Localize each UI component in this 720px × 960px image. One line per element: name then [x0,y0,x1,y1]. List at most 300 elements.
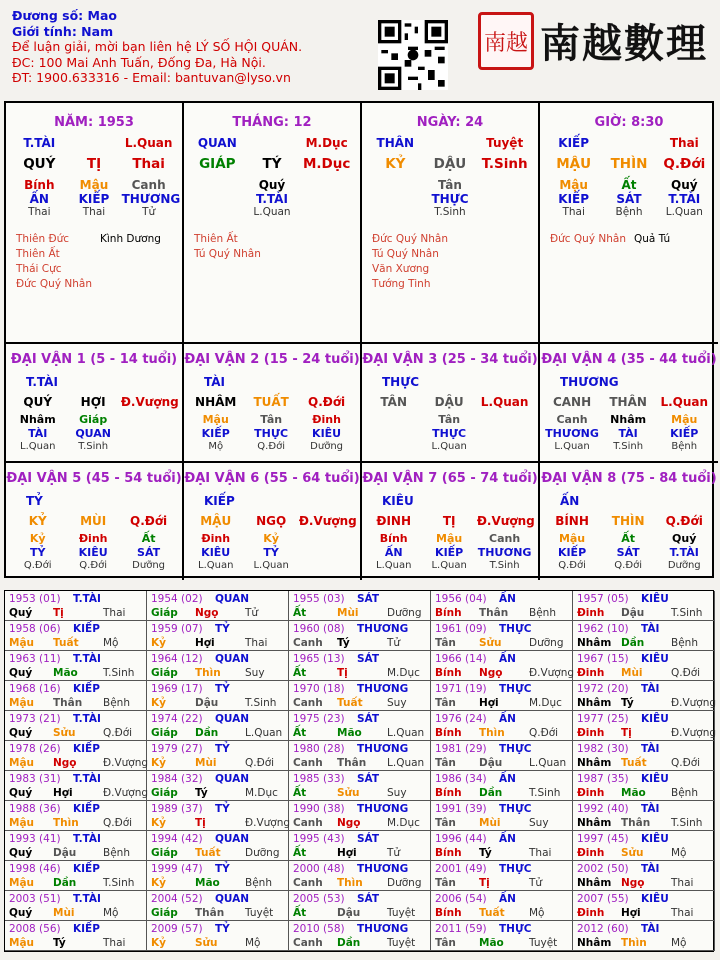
heavenly-stem: CANH [552,395,592,409]
year-stem: Nhâm [577,937,612,949]
year-god: KIÊU [641,593,669,605]
hidden-stem: Kỷ [29,532,46,545]
year-god: KIÊU [641,833,669,845]
year-branch: Dần [621,637,645,649]
year-stage: Suy [529,817,549,829]
year-label: 1979 (27) [151,743,203,755]
star-label: Đức Quý Nhân [550,233,626,245]
year-cell [431,801,573,831]
hidden-stem: Tân [438,413,461,426]
year-cell [573,621,715,651]
year-cell [573,591,715,621]
life-stage: Q.Đới [79,560,107,571]
year-label: 1955 (03) [293,593,345,605]
year-stem: Giáp [151,787,178,799]
year-stage: Thai [103,937,126,949]
life-stage: Đ.Vượng [120,395,179,409]
year-god: KIẾP [73,863,100,875]
year-stage: Tuyệt [245,907,274,919]
year-branch: Tý [621,697,634,709]
year-stem: Kỷ [151,697,166,709]
year-branch: Hợi [53,787,73,799]
dai-van-8 [540,461,718,580]
year-stem: Bính [435,667,462,679]
year-god: THƯƠNG [357,683,409,695]
year-god: SÁT [357,773,380,785]
year-stage: M.Dục [387,817,420,829]
stars-good [372,232,448,292]
life-stage: T.Sinh [78,441,109,452]
year-branch: Thân [53,697,83,709]
hidden-god: SÁT [616,546,640,559]
hidden-stem: Kỷ [263,532,279,545]
year-cell [5,891,147,921]
year-branch: Ngọ [53,757,77,769]
life-stage: Q.Đới [665,514,703,528]
year-label: 1972 (20) [577,683,629,695]
hidden-god: THƯƠNG [477,546,532,559]
star-label: Đức Quý Nhân [372,233,448,245]
dai-van-1 [6,342,184,461]
year-label: 1986 (34) [435,773,487,785]
year-branch: Mão [195,877,220,889]
hidden-god [190,192,244,206]
year-god: KIÊU [641,653,669,665]
year-stage: Q.Đới [245,757,275,769]
year-branch: Thìn [53,817,79,829]
stars-good [194,232,261,262]
year-cell [5,771,147,801]
dai-van-hidden [6,532,182,546]
year-branch: Tuất [479,907,505,919]
year-stage: Q.Đới [103,727,133,739]
year-stem: Ất [293,907,307,919]
year-label: 1987 (35) [577,773,629,785]
pillar-title: NĂM: 1953 [54,115,134,130]
year-label: 1984 (32) [151,773,203,785]
year-branch: Thân [337,757,367,769]
year-branch: Dần [337,937,361,949]
life-stage [299,560,354,571]
hidden-god: SÁT [137,546,161,559]
pillar-hidden-stage [362,206,538,218]
earthly-branch: HỢI [80,395,106,409]
year-label: 2011 (59) [435,923,487,935]
year-stage: Q.Đới [529,727,559,739]
year-label: 2006 (54) [435,893,487,905]
year-stage: Dưỡng [387,607,422,619]
stars-bad [634,232,670,247]
life-stage: T.Sinh [489,560,520,571]
year-stem: Bính [435,607,462,619]
hidden-stem: Mậu [558,532,586,545]
life-stage: L.Quan [376,560,412,571]
year-stage: T.Sinh [103,667,135,679]
year-branch: Thân [621,817,651,829]
earthly-branch: TỊ [442,514,456,528]
year-branch: Sửu [621,847,644,859]
year-stage: Dưỡng [529,637,564,649]
year-stem: Tân [435,877,456,889]
year-branch: Mão [479,937,504,949]
star-label: Đức Quý Nhân [16,278,92,290]
year-stage: Đ.Vượng [671,697,717,709]
hidden-stage: Tử [142,206,156,218]
year-label: 1965 (13) [293,653,345,665]
hidden-god [368,192,422,206]
life-stage: L.Quan [554,441,590,452]
year-cell [5,621,147,651]
dai-van-2 [184,342,362,461]
chart-panel [4,101,717,578]
year-branch: Tị [53,607,64,619]
dai-van-hidden-god [184,546,360,560]
dai-van-title: ĐẠI VẬN 6 (55 - 64 tuổi) [184,471,360,486]
phone-email: ĐT: 1900.633316 - Email: bantuvan@lyso.vn [12,70,291,85]
year-cell [147,771,289,801]
year-branch: Dậu [337,907,361,919]
year-branch: Dậu [621,607,645,619]
year-cell [431,891,573,921]
dai-van-stage [540,560,718,571]
year-god: ẤN [499,593,516,605]
pillar-title: GIỜ: 8:30 [594,115,664,130]
year-label: 2000 (48) [293,863,345,875]
year-cell [431,651,573,681]
dai-van-hidden-god [6,546,182,560]
year-stem: Mậu [9,817,35,829]
earthly-branch: MÙI [80,514,107,528]
life-stage [366,441,421,452]
dai-van-6 [184,461,362,580]
year-label: 1993 (41) [9,833,61,845]
year-god: THƯƠNG [357,623,409,635]
year-stem: Đinh [577,607,605,619]
hidden-stem: Quý [671,178,698,192]
year-stage: Thai [103,607,126,619]
year-god: THỰC [499,803,532,815]
life-stage: Q.Đới [257,441,285,452]
star-label: Tú Quý Nhân [372,248,439,260]
dai-van-main [362,514,538,528]
year-stage: Thai [671,907,694,919]
life-stage: Dưỡng [310,441,344,452]
year-branch: Thìn [337,877,363,889]
year-god: THƯƠNG [357,743,409,755]
pillar-main [362,156,538,172]
year-god: TỶ [215,743,230,755]
year-stage: Mộ [245,937,261,949]
heavenly-stem: BÍNH [555,514,589,528]
year-cell [573,831,715,861]
year-branch: Mùi [621,667,643,679]
year-label: 1992 (40) [577,803,629,815]
year-branch: Thìn [621,937,647,949]
dai-van-main [362,395,538,409]
year-branch: Mùi [195,757,217,769]
year-stage: Tử [529,877,543,889]
year-stage: Đ.Vượng [245,817,291,829]
hidden-stem: Nhâm [19,413,56,426]
dai-van-main [6,395,182,409]
year-cell [147,741,289,771]
life-stage: Q.Đới [23,560,52,571]
year-cell [147,891,289,921]
year-label: 2004 (52) [151,893,203,905]
year-branch: Thân [479,607,509,619]
year-god: ẤN [499,893,516,905]
dai-van-can-god: TỶ [26,494,43,508]
year-god: ẤN [499,773,516,785]
dai-van-hidden-god [362,546,538,560]
pillar-hidden-god [6,192,182,206]
life-stage: Q.Đới [130,514,168,528]
year-god: TÀI [641,623,660,635]
year-god: SÁT [357,593,380,605]
address: ĐC: 100 Mai Anh Tuấn, Đống Đa, Hà Nội. [12,54,266,70]
year-god: QUAN [215,653,250,665]
year-branch: Hợi [195,637,215,649]
year-stem: Canh [293,817,323,829]
hidden-stem: Tân [260,413,283,426]
hidden-stem: Đinh [201,532,231,545]
dai-van-title: ĐẠI VẬN 3 (25 - 34 tuổi) [362,352,538,367]
hidden-god: KIÊU [201,546,231,559]
hidden-god [478,192,532,206]
year-label: 2002 (50) [577,863,629,875]
year-stem: Kỷ [151,877,166,889]
gender: Giới tính: Nam [12,23,114,39]
hidden-stem: Canh [556,413,588,426]
dai-van-main [6,514,182,528]
dai-van-title: ĐẠI VẬN 2 (15 - 24 tuổi) [184,352,360,367]
year-label: 1983 (31) [9,773,61,785]
year-cell [5,921,147,951]
year-label: 1977 (25) [577,713,629,725]
year-god: THỰC [499,923,532,935]
pillar-3 [540,103,718,342]
year-cell [5,831,147,861]
pillar-main [6,156,182,172]
year-stem: Đinh [577,787,605,799]
year-label: 1956 (04) [435,593,487,605]
year-stage: Mộ [103,637,119,649]
year-stem: Tân [435,937,456,949]
dai-van-can-god: KIÊU [382,494,414,508]
year-stem: Ất [293,787,307,799]
hidden-stem [300,178,354,192]
header-info [12,8,302,86]
year-label: 2007 (55) [577,893,629,905]
hidden-god: KIẾP [670,427,699,440]
life-stage: L.Quan [253,560,289,571]
year-table [4,590,717,952]
hidden-stem [121,413,176,427]
pillar-hidden-stage [540,206,718,218]
year-branch: Mão [53,667,78,679]
year-label: 1960 (08) [293,623,345,635]
life-stage: T.Sinh [613,441,644,452]
pillar-hidden [184,178,360,192]
year-cell [147,921,289,951]
hidden-stage [300,206,354,218]
pillar-stars [194,232,360,262]
dai-van-5 [6,461,184,580]
year-label: 1989 (37) [151,803,203,815]
star-label: Tướng Tinh [372,278,431,290]
pillar-main [540,156,718,172]
year-cell [431,711,573,741]
year-god: TÀI [641,863,660,875]
year-god: ẤN [499,713,516,725]
year-cell [573,861,715,891]
year-stem: Nhâm [577,817,612,829]
year-stage: Đ.Vượng [103,757,149,769]
dai-van-hidden-god [540,427,718,441]
pillar-can-god [184,136,360,150]
pillar-2 [362,103,540,342]
earthly-branch: THÌN [611,514,645,528]
can-god-label [245,136,299,150]
life-stage: Bệnh [671,441,698,452]
person-name: Đương số: Mao [12,8,117,23]
year-stage: M.Dục [529,697,562,709]
hidden-god [366,427,421,441]
dai-van-can-god: THƯƠNG [560,375,619,389]
dai-van-3 [362,342,540,461]
dai-van-hidden-god [6,427,182,441]
year-stem: Ất [293,847,307,859]
hidden-stem: Giáp [79,413,108,426]
heavenly-stem: NHÂM [195,395,237,409]
year-label: 1963 (11) [9,653,61,665]
heavenly-stem: GIÁP [199,156,236,172]
year-god: KIẾP [73,683,100,695]
dai-van-can-god: TÀI [204,375,226,389]
year-stem: Quý [9,607,33,619]
heavenly-stem: MẬU [556,156,592,172]
year-stage: Tuyệt [529,937,558,949]
year-branch: Tị [337,667,348,679]
year-stage: Đ.Vượng [529,667,575,679]
pillar-can-god [362,136,538,150]
year-cell [431,861,573,891]
year-branch: Dậu [195,697,219,709]
hidden-stage [190,206,244,218]
hidden-god: THƯƠNG [545,427,599,440]
heavenly-stem: QUÝ [23,156,56,172]
year-stem: Quý [9,727,33,739]
year-label: 1975 (23) [293,713,345,725]
year-stage: Suy [387,787,407,799]
can-god-label: M.Dục [305,136,348,150]
year-stem: Bính [435,787,462,799]
year-stem: Canh [293,757,323,769]
year-stem: Mậu [9,697,35,709]
pillar-stars [372,232,538,292]
year-stem: Canh [293,937,323,949]
hidden-stem: Mậu [559,178,588,192]
year-cell [147,651,289,681]
hidden-stem: Tân [438,178,462,192]
hidden-god: SÁT [616,192,642,206]
hidden-stem: Quý [258,178,286,192]
year-cell [5,591,147,621]
life-stage: L.Quan [20,441,56,452]
year-label: 2012 (60) [577,923,629,935]
year-branch: Dần [195,727,219,739]
year-stem: Giáp [151,907,178,919]
can-god-label: L.Quan [124,136,173,150]
stars-good [16,232,92,292]
life-stage: Dưỡng [132,560,166,571]
hidden-stem: Quý [672,532,697,545]
year-stem: Đinh [577,907,605,919]
year-cell [5,801,147,831]
year-stage: T.Sinh [103,877,135,889]
year-stem: Quý [9,847,33,859]
year-god: THỰC [499,743,532,755]
hidden-stem: Đinh [312,413,341,426]
year-label: 1998 (46) [9,863,61,875]
year-god: TỶ [215,623,230,635]
year-god: QUAN [215,713,250,725]
year-god: T.TÀI [73,653,101,665]
year-branch: Sửu [195,937,218,949]
dai-van-title: ĐẠI VẬN 7 (65 - 74 tuổi) [362,471,538,486]
star-label: Thiên Ất [194,233,238,245]
year-branch: Ngọ [195,607,219,619]
year-cell [573,741,715,771]
year-god: SÁT [357,893,380,905]
year-stem: Nhâm [577,877,612,889]
pillar-hidden [540,178,718,192]
year-god: TỶ [215,923,230,935]
year-stage: L.Quan [529,757,567,769]
year-god: SÁT [357,653,380,665]
year-god: KIÊU [641,773,669,785]
can-god-label: KIẾP [558,136,590,150]
year-god: TỶ [215,863,230,875]
year-stage: Bệnh [103,697,130,709]
year-label: 1997 (45) [577,833,629,845]
year-cell [147,861,289,891]
dai-van-7 [362,461,540,580]
year-label: 1996 (44) [435,833,487,845]
year-label: 1980 (28) [293,743,345,755]
year-stem: Đinh [577,667,605,679]
year-stem: Bính [435,727,462,739]
year-stem: Kỷ [151,937,166,949]
year-cell [289,831,431,861]
hidden-god: T.TÀI [669,546,699,559]
year-cell [289,711,431,741]
year-god: THỰC [499,863,532,875]
year-branch: Mùi [337,607,359,619]
hidden-stem [299,532,354,546]
year-cell [573,651,715,681]
year-cell [431,621,573,651]
year-cell [289,651,431,681]
year-cell [289,591,431,621]
year-label: 1967 (15) [577,653,629,665]
hidden-god: TÀI [28,427,48,440]
hidden-god: KIÊU [78,546,108,559]
year-god: THỰC [499,683,532,695]
year-cell [289,891,431,921]
dai-van-main [184,514,360,528]
dai-van-title: ĐẠI VẬN 5 (45 - 54 tuổi) [6,471,182,486]
